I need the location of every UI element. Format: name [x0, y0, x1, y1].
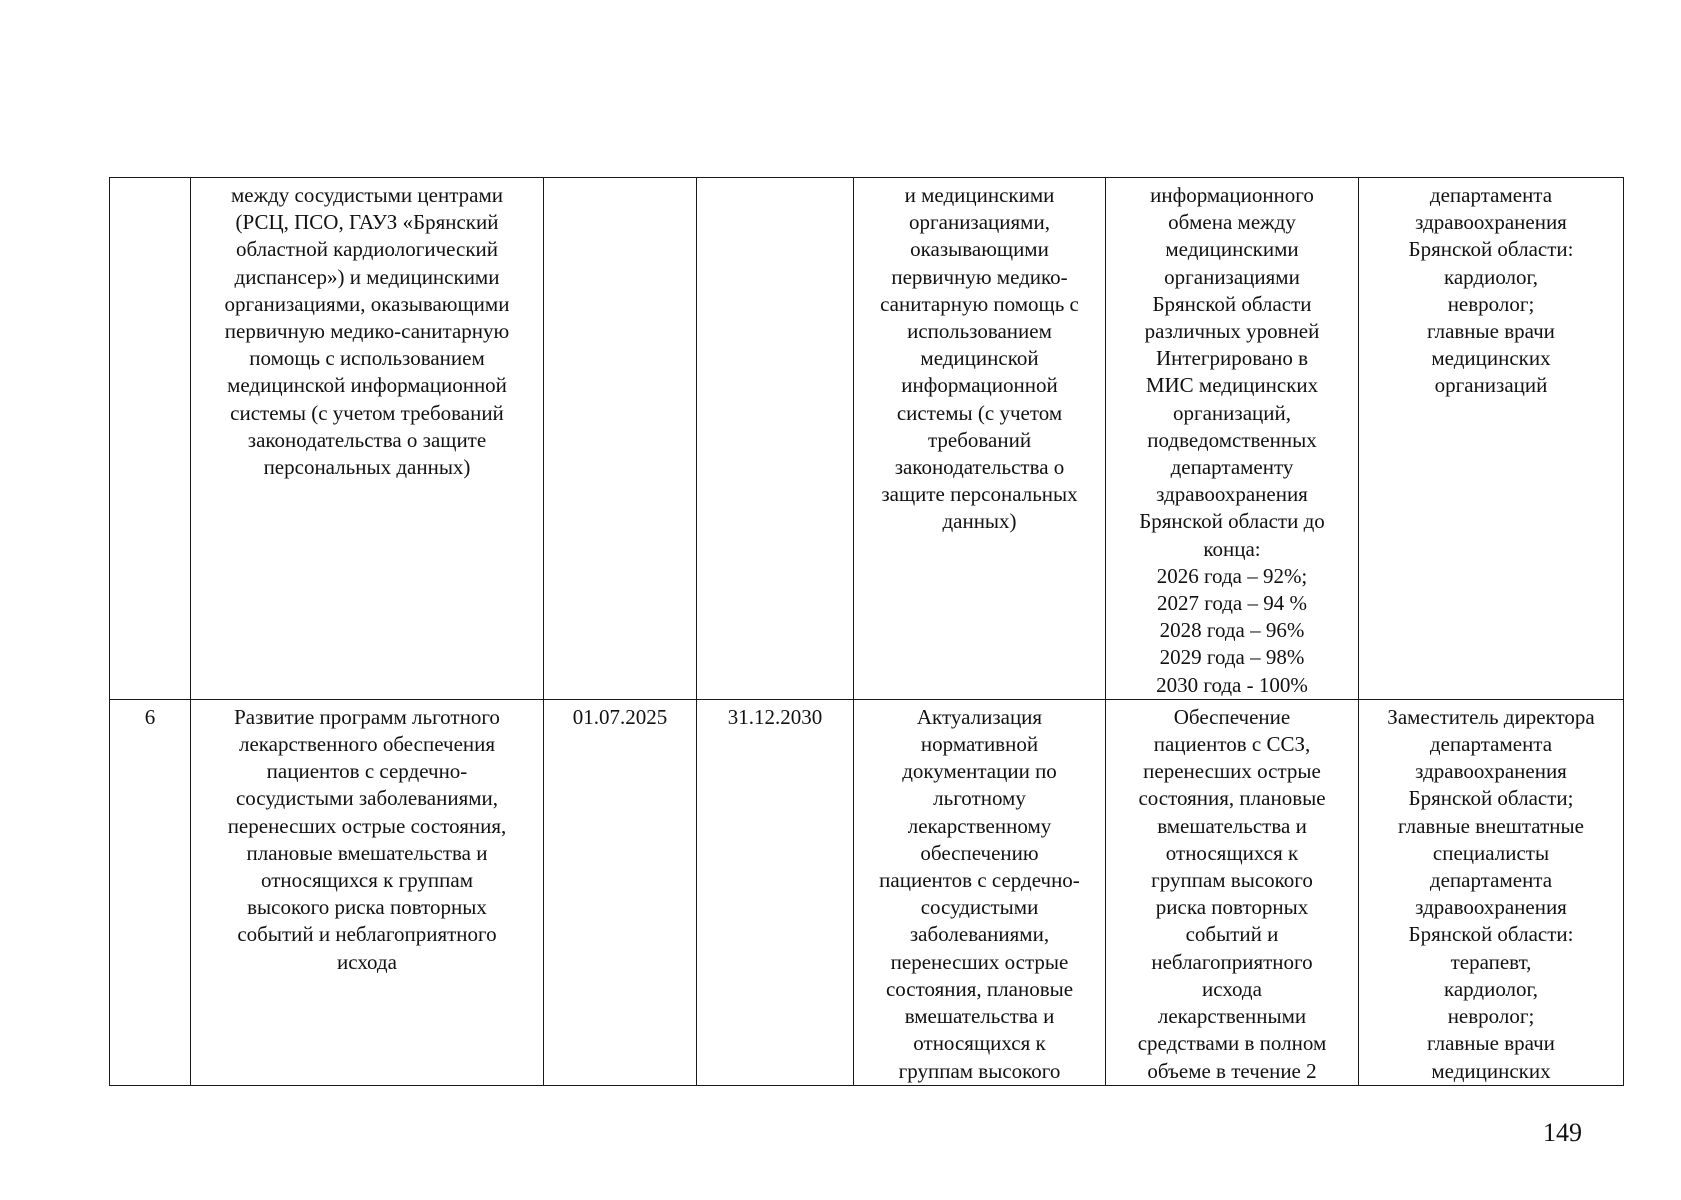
cell-number [110, 178, 191, 700]
cell-end-date [697, 178, 854, 700]
cell-result: и медицинскими организациями, оказывающими первичную медико- санитарную помощь с использованием медицинской информационной системы (с учетом требований законодательства о защите персональных данных) [854, 178, 1106, 700]
page-number: 149 [1543, 1118, 1582, 1147]
cell-indicator: Обеспечение пациентов с ССЗ, перенесших острые состояния, плановые вмешательства и относящихся к группам высокого риска повторных событий и неблагоприятного исхода лекарственными средствами в полном объеме в течение 2 [1106, 699, 1359, 1085]
cell-responsible: Заместитель директора департамента здравоохранения Брянской области; главные внештатные специалисты департамента здравоохранения Брянской области: терапевт, кардиолог, невролог; главные врачи медицинских [1359, 699, 1624, 1085]
cell-result: Актуализация нормативной документации по льготному лекарственному обеспечению пациентов с сердечно- сосудистыми заболеваниями, перенесших острые состояния, плановые вмешательства и относящихся к группам высокого [854, 699, 1106, 1085]
cell-indicator: информационного обмена между медицинскими организациями Брянской области различных уровней Интегрировано в МИС медицинских организаций, подведомственных департаменту здравоохранения Брянской области до конца: 2026 года – 92%; 2027 года – 94 % 2028 года – 96% 2029 года – 98% 2030 года - 100% [1106, 178, 1359, 700]
cell-end-date: 31.12.2030 [697, 699, 854, 1085]
cell-number: 6 [110, 699, 191, 1085]
activities-table [109, 177, 1624, 1086]
cell-start-date: 01.07.2025 [544, 699, 697, 1085]
cell-event: Развитие программ льготного лекарственного обеспечения пациентов с сердечно- сосудистыми заболеваниями, перенесших острые состояния, плановые вмешательства и относящихся к группам высокого риска повторных событий и неблагоприятного исхода [191, 699, 544, 1085]
cell-event: между сосудистыми центрами (РСЦ, ПСО, ГАУЗ «Брянский областной кардиологический диспансер») и медицинскими организациями, оказывающими первичную медико-санитарную помощь с использованием медицинской информационной системы (с учетом требований законодательства о защите персональных данных) [191, 178, 544, 700]
cell-responsible: департамента здравоохранения Брянской области: кардиолог, невролог; главные врачи медицинских организаций [1359, 178, 1624, 700]
cell-start-date [544, 178, 697, 700]
table-row [110, 178, 1624, 700]
table-row [110, 699, 1624, 1085]
